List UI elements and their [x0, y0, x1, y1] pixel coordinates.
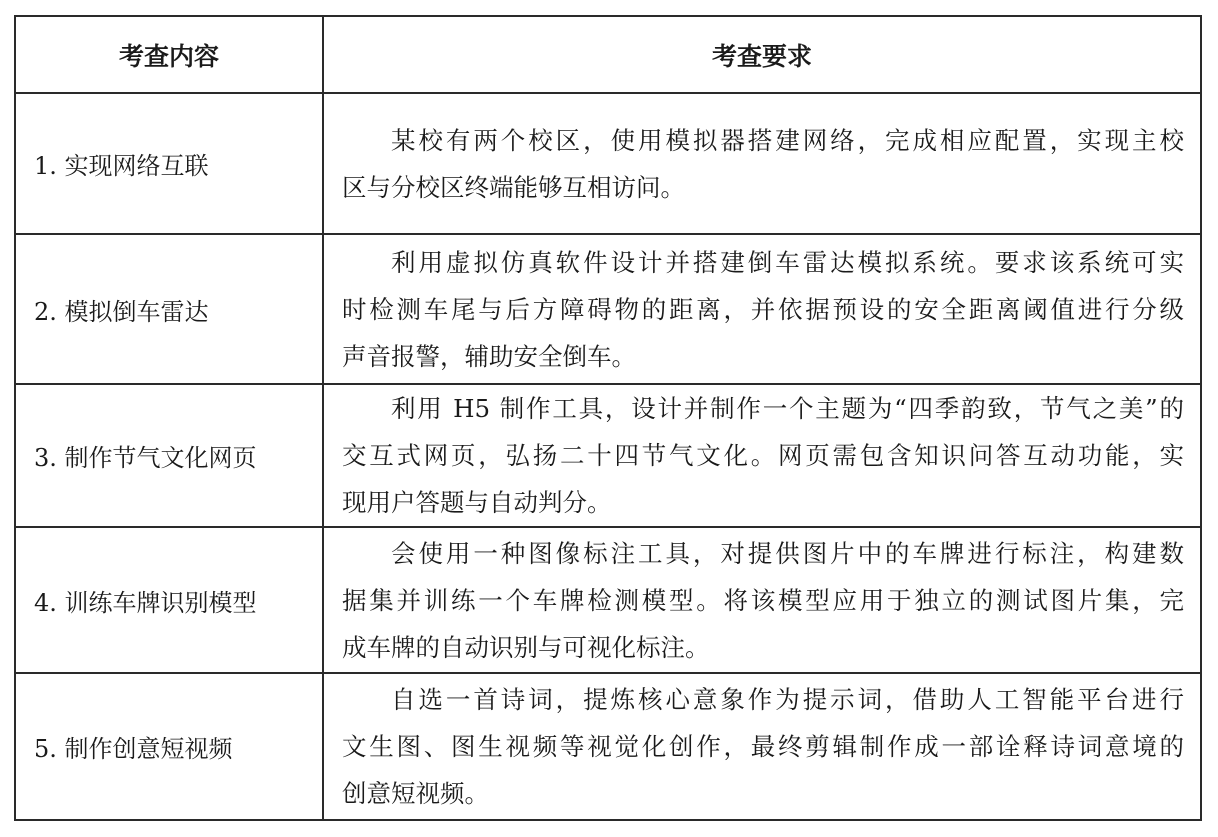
table-row: [15, 93, 1201, 234]
header-row: [15, 16, 1201, 93]
table-row: [15, 527, 1201, 673]
item-requirement: [323, 527, 1201, 673]
requirement-line: 创意短视频。: [342, 779, 489, 808]
item-title: 5. 制作创意短视频: [15, 673, 323, 820]
requirement-line: 时检测车尾与后方障碍物的距离，并依据预设的安全距离阈值进行分级: [342, 294, 1184, 324]
table-row: [15, 673, 1201, 820]
table-row: [15, 234, 1201, 384]
requirement-line: 会使用一种图像标注工具，对提供图片中的车牌进行标注，构建数: [391, 538, 1184, 568]
header-requirements: 考查要求: [323, 16, 1201, 93]
requirement-line: 自选一首诗词，提炼核心意象作为提示词，借助人工智能平台进行: [391, 685, 1184, 714]
requirement-line: 文生图、图生视频等视觉化创作，最终剪辑制作成一部诠释诗词意境的: [342, 732, 1184, 761]
item-requirement: [323, 234, 1201, 384]
item-title: 4. 训练车牌识别模型: [15, 527, 323, 673]
header-content: 考查内容: [15, 16, 323, 93]
requirement-line: 交互式网页，弘扬二十四节气文化。网页需包含知识问答互动功能，实: [342, 441, 1184, 470]
requirement-line: 声音报警，辅助安全倒车。: [342, 341, 636, 371]
requirement-line: 利用虚拟仿真软件设计并搭建倒车雷达模拟系统。要求该系统可实: [391, 247, 1184, 277]
requirement-line: 成车牌的自动识别与可视化标注。: [342, 632, 710, 662]
exam-requirements-table: [14, 15, 1202, 821]
requirement-line: 现用户答题与自动判分。: [342, 488, 612, 517]
requirement-line: 利用 H5 制作工具，设计并制作一个主题为“四季韵致，节气之美”的: [391, 394, 1184, 423]
item-requirement: [323, 384, 1201, 527]
table-row: [15, 384, 1201, 527]
item-requirement: [323, 673, 1201, 820]
requirement-line: 区与分校区终端能够互相访问。: [342, 172, 685, 202]
requirement-line: 据集并训练一个车牌检测模型。将该模型应用于独立的测试图片集，完: [342, 585, 1184, 615]
item-title: 2. 模拟倒车雷达: [15, 234, 323, 384]
item-title: 1. 实现网络互联: [15, 93, 323, 234]
requirement-line: 某校有两个校区，使用模拟器搭建网络，完成相应配置，实现主校: [391, 125, 1184, 155]
item-requirement: [323, 93, 1201, 234]
item-title: 3. 制作节气文化网页: [15, 384, 323, 527]
